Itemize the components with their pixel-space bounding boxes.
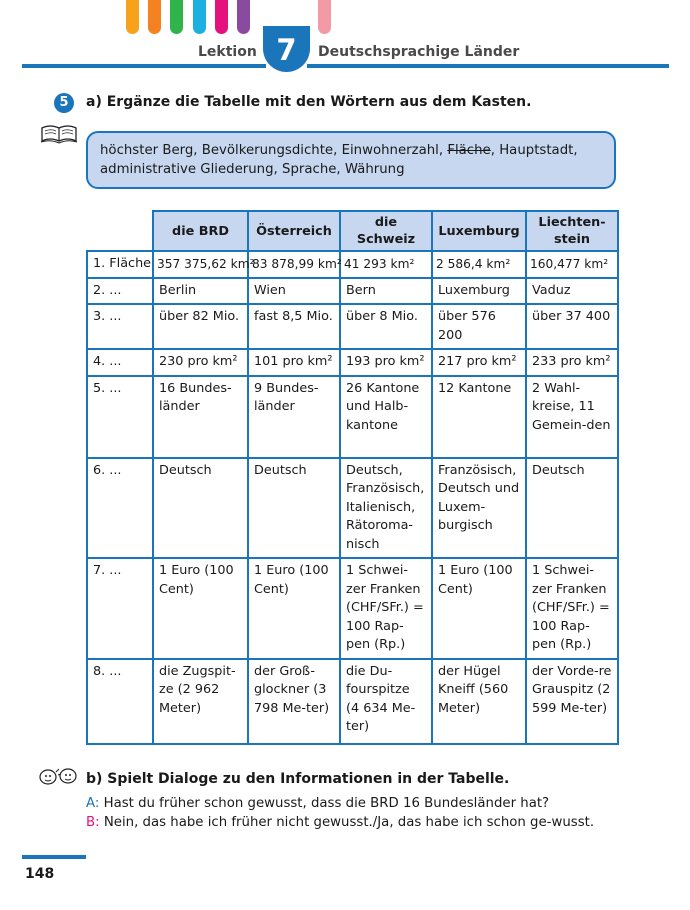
- table-cell: 2 Wahl-kreise, 11 Gemein-den: [526, 376, 618, 458]
- table-row: [87, 659, 618, 744]
- table-cell: 9 Bundes-länder: [248, 376, 340, 458]
- column-header: Liechten-stein: [526, 211, 618, 251]
- table-cell: 83 878,99 km²: [248, 251, 340, 278]
- task-title: a) Ergänze die Tabelle mit den Wörtern aus dem Kasten.: [86, 94, 532, 110]
- dialogue-line-a: [86, 794, 626, 813]
- table-cell: 2 586,4 km²: [432, 251, 526, 278]
- table-cell: 16 Bundes-länder: [153, 376, 248, 458]
- table-header-row: [87, 211, 618, 251]
- table-cell: 193 pro km²: [340, 349, 432, 376]
- table-cell: 101 pro km²: [248, 349, 340, 376]
- table-row: [87, 376, 618, 458]
- table-cell: der Hügel Kneiff (560 Meter): [432, 659, 526, 744]
- table-cell: Deutsch, Französisch, Italienisch, Rätoroma-nisch: [340, 458, 432, 559]
- table-cell: 217 pro km²: [432, 349, 526, 376]
- dialogue-text-a: Hast du früher schon gewusst, dass die BRD 16 Bundesländer hat?: [103, 796, 550, 811]
- table-row: [87, 349, 618, 376]
- table-cell: 233 pro km²: [526, 349, 618, 376]
- header-rule-right: [307, 64, 669, 68]
- table-row: [87, 251, 618, 278]
- color-tab: [318, 0, 331, 34]
- color-tab: [193, 0, 206, 34]
- table-cell: 1 Schwei-zer Franken (CHF/SFr.) = 100 Rap-pen (Rp.): [340, 558, 432, 659]
- footer-rule: [22, 855, 86, 859]
- table-cell: Deutsch: [248, 458, 340, 559]
- row-label: 5. ...: [87, 376, 153, 458]
- table-cell: Berlin: [153, 278, 248, 305]
- word-box: [86, 131, 616, 189]
- table-cell: 41 293 km²: [340, 251, 432, 278]
- table-cell: 26 Kantone und Halb-kantone: [340, 376, 432, 458]
- table-cell: 12 Kantone: [432, 376, 526, 458]
- word-box-text-rest: , Hauptstadt, administrative Gliederung, Sprache, Währung: [100, 143, 578, 177]
- row-label: 1. Fläche: [87, 251, 153, 278]
- page-number: 148: [25, 866, 55, 882]
- table-cell: 1 Euro (100 Cent): [153, 558, 248, 659]
- part-b-title: b) Spielt Dialoge zu den Informationen in der Tabelle.: [86, 771, 510, 787]
- row-label: 7. ...: [87, 558, 153, 659]
- word-box-text: höchster Berg, Bevölkerungsdichte, Einwohnerzahl,: [100, 143, 448, 158]
- column-header: Österreich: [248, 211, 340, 251]
- header-rule-left: [22, 64, 266, 68]
- speaker-b-label: B:: [86, 815, 100, 830]
- row-label: 2. ...: [87, 278, 153, 305]
- table-cell: Vaduz: [526, 278, 618, 305]
- row-label: 3. ...: [87, 304, 153, 349]
- open-book-icon: [40, 122, 78, 144]
- color-tab: [170, 0, 183, 34]
- dialogue-line-b: [86, 813, 621, 832]
- countries-table: [86, 210, 619, 745]
- dialogue-text-b: Nein, das habe ich früher nicht gewusst./Ja, das habe ich schon ge-wusst.: [103, 815, 595, 830]
- table-cell: 357 375,62 km²: [153, 251, 248, 278]
- speaking-faces-icon: [38, 766, 80, 786]
- table-cell: Luxemburg: [432, 278, 526, 305]
- table-cell: 1 Euro (100 Cent): [248, 558, 340, 659]
- color-tab: [126, 0, 139, 34]
- row-label: 8. ...: [87, 659, 153, 744]
- table-cell: Französisch, Deutsch und Luxem-burgisch: [432, 458, 526, 559]
- table-cell: über 8 Mio.: [340, 304, 432, 349]
- table-cell: Deutsch: [153, 458, 248, 559]
- table-cell: 230 pro km²: [153, 349, 248, 376]
- table-cell: über 576 200: [432, 304, 526, 349]
- color-tab: [237, 0, 250, 34]
- table-cell: fast 8,5 Mio.: [248, 304, 340, 349]
- column-header: Luxemburg: [432, 211, 526, 251]
- speaker-a-label: A:: [86, 796, 100, 811]
- column-header: die Schweiz: [340, 211, 432, 251]
- chapter-title: Deutschsprachige Länder: [318, 44, 520, 60]
- table-cell: die Du-fourspitze (4 634 Me-ter): [340, 659, 432, 744]
- table-cell: die Zugspit-ze (2 962 Meter): [153, 659, 248, 744]
- task-number: 5: [54, 93, 74, 113]
- table-row: [87, 458, 618, 559]
- table-cell: der Vorde-re Grauspitz (2 599 Me-ter): [526, 659, 618, 744]
- word-box-struck-word: Fläche: [447, 143, 491, 158]
- table-row: [87, 278, 618, 305]
- lesson-label: Lektion: [198, 44, 257, 60]
- column-header: die BRD: [153, 211, 248, 251]
- color-tab: [148, 0, 161, 34]
- table-row: [87, 304, 618, 349]
- table-cell: Wien: [248, 278, 340, 305]
- table-cell: 1 Euro (100 Cent): [432, 558, 526, 659]
- table-cell: über 82 Mio.: [153, 304, 248, 349]
- table-corner-cell: [87, 211, 153, 251]
- table-cell: 1 Schwei-zer Franken (CHF/SFr.) = 100 Rap-pen (Rp.): [526, 558, 618, 659]
- table-cell: der Groß-glockner (3 798 Me-ter): [248, 659, 340, 744]
- lesson-number-badge: 7: [263, 26, 310, 72]
- table-cell: Bern: [340, 278, 432, 305]
- table-cell: über 37 400: [526, 304, 618, 349]
- table-row: [87, 558, 618, 659]
- row-label: 6. ...: [87, 458, 153, 559]
- table-cell: Deutsch: [526, 458, 618, 559]
- table-cell: 160,477 km²: [526, 251, 618, 278]
- color-tab: [215, 0, 228, 34]
- row-label: 4. ...: [87, 349, 153, 376]
